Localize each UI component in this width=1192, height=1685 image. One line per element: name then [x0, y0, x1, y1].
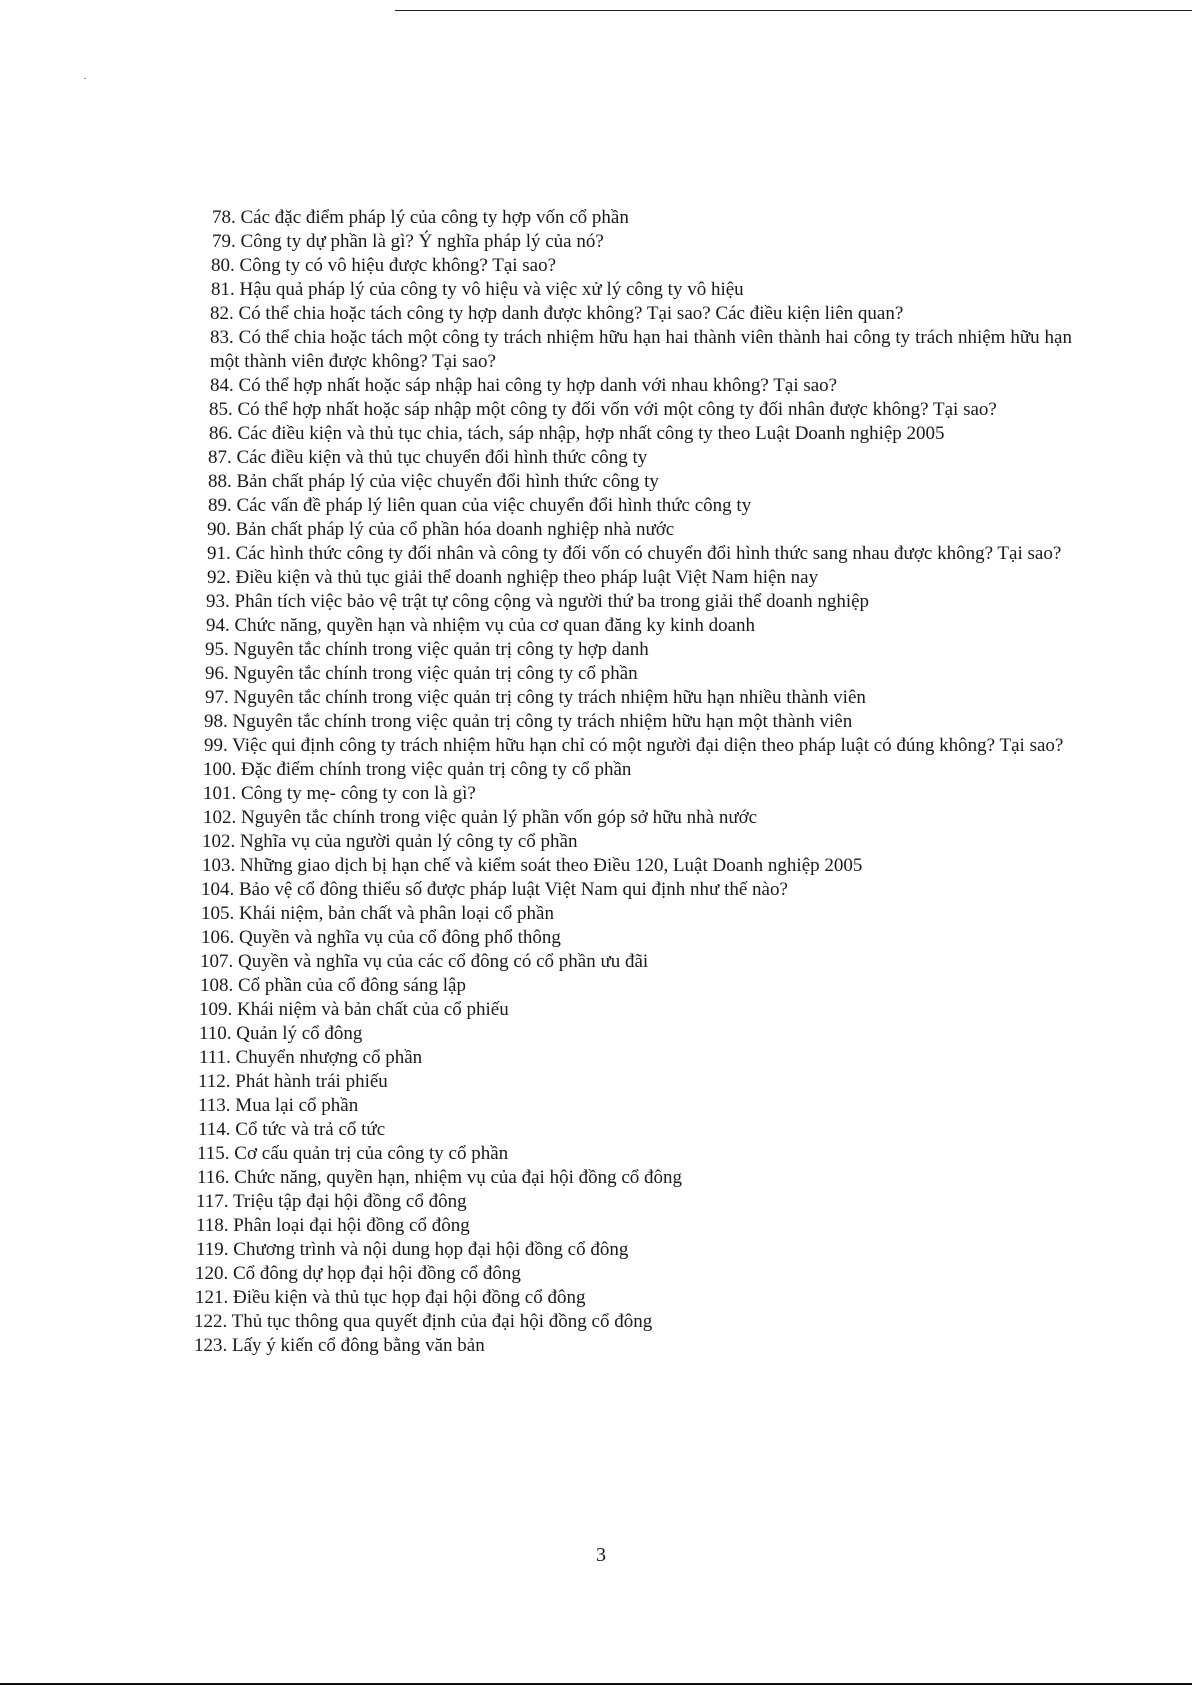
question-list — [194, 206, 1072, 1358]
question-104: 104. Bảo vệ cổ đông thiểu số được pháp luật Việt Nam qui định như thế nào? — [201, 879, 788, 900]
question-91: 91. Các hình thức công ty đối nhân và công ty đối vốn có chuyển đổi hình thức sang nhau được không? Tại sao? — [207, 543, 1062, 564]
question-102a: 102. Nguyên tắc chính trong việc quản lý phần vốn góp sở hữu nhà nước — [203, 807, 758, 828]
question-85: 85. Có thể hợp nhất hoặc sáp nhập một công ty đối vốn với một công ty đối nhân được không? Tại sao? — [209, 399, 997, 420]
question-80: 80. Công ty có vô hiệu được không? Tại sao? — [211, 255, 557, 276]
question-112: 112. Phát hành trái phiếu — [198, 1071, 388, 1092]
top-rule — [395, 10, 1192, 11]
question-117: 117. Triệu tập đại hội đồng cổ đông — [196, 1191, 467, 1212]
question-93: 93. Phân tích việc bảo vệ trật tự công cộng và người thứ ba trong giải thể doanh nghiệp — [206, 591, 870, 612]
question-101: 101. Công ty mẹ- công ty con là gì? — [203, 783, 476, 804]
question-83: 83. Có thể chia hoặc tách một công ty trách nhiệm hữu hạn hai thành viên thành hai công ty trách nhiệm hữu hạn một thành viên được không? Tại sao? — [210, 327, 1072, 372]
question-119: 119. Chương trình và nội dung họp đại hội đồng cổ đông — [196, 1239, 629, 1260]
question-100: 100. Đặc điểm chính trong việc quản trị công ty cổ phần — [203, 759, 632, 780]
question-88: 88. Bản chất pháp lý của việc chuyển đổi hình thức công ty — [208, 471, 659, 492]
question-107: 107. Quyền và nghĩa vụ của các cổ đông có cổ phần ưu đãi — [200, 951, 649, 972]
question-111: 111. Chuyển nhượng cổ phần — [199, 1047, 423, 1068]
question-79: 79. Công ty dự phần là gì? Ý nghĩa pháp lý của nó? — [212, 231, 604, 252]
page-number: 3 — [596, 1544, 606, 1566]
question-95: 95. Nguyên tắc chính trong việc quản trị công ty hợp danh — [205, 639, 649, 660]
question-109: 109. Khái niệm và bản chất của cổ phiếu — [199, 999, 509, 1020]
question-89: 89. Các vấn đề pháp lý liên quan của việc chuyển đổi hình thức công ty — [208, 495, 752, 516]
question-121: 121. Điều kiện và thủ tục họp đại hội đồng cổ đông — [195, 1287, 586, 1308]
question-84: 84. Có thể hợp nhất hoặc sáp nhập hai công ty hợp danh với nhau không? Tại sao? — [210, 375, 838, 396]
question-108: 108. Cổ phần của cổ đông sáng lập — [200, 975, 466, 996]
question-122: 122. Thủ tục thông qua quyết định của đại hội đồng cổ đông — [194, 1311, 653, 1332]
question-94: 94. Chức năng, quyền hạn và nhiệm vụ của cơ quan đăng ky kinh doanh — [206, 615, 756, 636]
question-116: 116. Chức năng, quyền hạn, nhiệm vụ của đại hội đồng cổ đông — [197, 1167, 683, 1188]
question-90: 90. Bản chất pháp lý của cổ phần hóa doanh nghiệp nhà nước — [207, 519, 675, 540]
question-92: 92. Điều kiện và thủ tục giải thể doanh nghiệp theo pháp luật Việt Nam hiện nay — [207, 567, 819, 588]
question-102b: 102. Nghĩa vụ của người quản lý công ty cổ phần — [202, 831, 578, 852]
scan-speck — [84, 78, 86, 79]
question-114: 114. Cổ tức và trả cổ tức — [198, 1119, 386, 1140]
question-86: 86. Các điều kiện và thủ tục chia, tách, sáp nhập, hợp nhất công ty theo Luật Doanh nghiệp 2005 — [209, 423, 945, 444]
question-81: 81. Hậu quả pháp lý của công ty vô hiệu và việc xử lý công ty vô hiệu — [211, 279, 744, 300]
question-87: 87. Các điều kiện và thủ tục chuyển đổi hình thức công ty — [208, 447, 648, 468]
question-96: 96. Nguyên tắc chính trong việc quản trị công ty cổ phần — [205, 663, 638, 684]
question-99: 99. Việc qui định công ty trách nhiệm hữu hạn chỉ có một người đại diện theo pháp luật có đúng không? Tại sao? — [204, 735, 1064, 756]
question-82: 82. Có thể chia hoặc tách công ty hợp danh được không? Tại sao? Các điều kiện liên quan? — [210, 303, 904, 324]
question-97: 97. Nguyên tắc chính trong việc quản trị công ty trách nhiệm hữu hạn nhiều thành viên — [205, 687, 866, 708]
question-115: 115. Cơ cấu quản trị của công ty cổ phần — [197, 1143, 509, 1164]
question-110: 110. Quản lý cổ đông — [199, 1023, 363, 1044]
question-120: 120. Cổ đông dự họp đại hội đồng cổ đông — [195, 1263, 521, 1284]
question-78: 78. Các đặc điểm pháp lý của công ty hợp vốn cổ phần — [212, 207, 629, 228]
question-103: 103. Những giao dịch bị hạn chế và kiểm soát theo Điều 120, Luật Doanh nghiệp 2005 — [202, 855, 863, 876]
question-123: 123. Lấy ý kiến cổ đông bằng văn bản — [194, 1335, 485, 1356]
question-113: 113. Mua lại cổ phần — [198, 1095, 359, 1116]
question-106: 106. Quyền và nghĩa vụ của cổ đông phổ thông — [201, 927, 561, 948]
question-105: 105. Khái niệm, bản chất và phân loại cổ phần — [201, 903, 554, 924]
question-98: 98. Nguyên tắc chính trong việc quản trị công ty trách nhiệm hữu hạn một thành viên — [204, 711, 853, 732]
question-118: 118. Phân loại đại hội đồng cổ đông — [196, 1215, 470, 1236]
